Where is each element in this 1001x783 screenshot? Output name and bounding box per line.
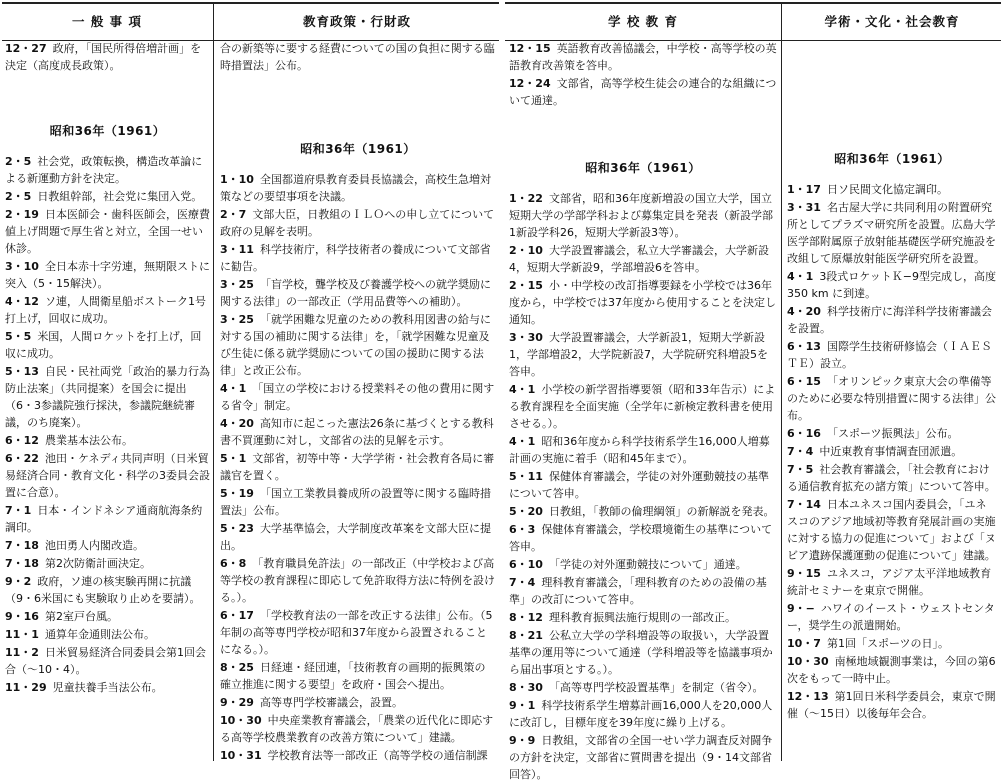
timeline-entry <box>5 40 210 74</box>
entry-date: 9・1 <box>509 699 536 712</box>
timeline-entry <box>220 311 496 379</box>
timeline-entry <box>220 694 496 711</box>
entry-date: 7・4 <box>509 576 536 589</box>
entry-date: 2・15 <box>509 279 543 292</box>
entry-date: 9・9 <box>509 734 536 747</box>
entry-date: 3・25 <box>220 313 254 326</box>
entry-text: 日本ユネスコ国内委員会，「ユネスコのアジア地域初等教育発展計画の実施に対する協力の促進について」および「ヌビア遺跡保護運動の促進について」建議。 <box>787 498 996 562</box>
entry-date: 3・10 <box>5 260 39 273</box>
entry-text: 「就学困難な児童のための教科用図書の給与に対する国の補助に関する法律」を，「就学困難な児童及び生徒に係る就学奨励についての国の援助に関する法律」と改正公布。 <box>220 313 491 377</box>
entry-text: 保健体育審議会，学徒の対外運動競技の基準について答申。 <box>509 470 769 500</box>
entry-text: 第2次防衛計画決定。 <box>44 557 151 570</box>
entry-date: 10・30 <box>787 655 829 668</box>
entry-text: 第2室戸台風。 <box>44 610 118 623</box>
entry-date: 11・29 <box>5 681 47 694</box>
entry-text: 池田勇人内閣改造。 <box>44 539 144 552</box>
entry-text: 全日本赤十字労連，無期限ストに突入（5・15解決）。 <box>5 260 210 290</box>
entry-date: 8・25 <box>220 661 254 674</box>
entry-date: 4・20 <box>220 417 254 430</box>
year-heading: 昭和36年（1961） <box>300 142 416 156</box>
entry-date: 2・19 <box>5 208 39 221</box>
entry-text: 科学技術庁，科学技術者の養成について文部省に勧告。 <box>220 243 491 273</box>
entry-text: 3段式ロケットＫ−9型完成し，高度 350 km に到達。 <box>787 270 996 300</box>
entry-text: 全国都道府県教育委員長協議会，高校生急増対策などの要望事項を決議。 <box>220 173 491 203</box>
timeline-entry <box>5 644 210 678</box>
entry-date: 6・13 <box>787 340 821 353</box>
entry-text: 小・中学校の改訂指導要録を小学校では36年度から，中学校では37年度から使用することを決定し通知。 <box>509 279 776 326</box>
timeline-entry <box>509 521 777 555</box>
timeline-entry <box>5 206 210 257</box>
timeline-entry <box>5 626 210 643</box>
header-culture: 学術・文化・社会教育 <box>824 14 960 29</box>
entry-text: 文部省，高等学校生徒会の連合的な組織について通達。 <box>509 77 777 107</box>
timeline-entry <box>220 206 496 240</box>
entry-text: ソ連，人間衛星船ボストーク1号打上げ，回収に成功。 <box>5 295 206 325</box>
column-divider <box>781 2 782 761</box>
timeline-entry <box>220 520 496 554</box>
entry-text: 政府，「国民所得倍増計画」を決定（高度成長政策）。 <box>5 42 202 72</box>
entry-text: 名古屋大学に共同利用の附置研究所としてプラズマ研究所を設置。広島大学医学部附属原子放射能基礎医学研究施設を改組して原爆放射能医学研究所を設置。 <box>787 201 996 265</box>
timeline-entry <box>509 503 777 520</box>
timeline-entry <box>509 556 777 573</box>
timeline-entry <box>787 600 997 634</box>
entry-date: 11・1 <box>5 628 39 641</box>
year-heading: 昭和36年（1961） <box>585 161 701 175</box>
timeline-entry <box>220 607 496 658</box>
entry-date: 9・15 <box>787 567 821 580</box>
entry-text: 池田・ケネディ共同声明（日米貿易経済合同・教育文化・科学の3委員会設置に合意）。 <box>5 452 210 499</box>
timeline-entry <box>509 277 777 328</box>
entry-text: 「オリンピック東京大会の準備等のために必要な特別措置に関する法律」公布。 <box>787 375 996 422</box>
entry-text: 「盲学校，聾学校及び養護学校への就学奨励に関する法律」の一部改正（学用品費等への補助）。 <box>220 278 491 308</box>
timeline-entry <box>220 659 496 693</box>
timeline-entry <box>509 697 777 731</box>
entry-date: 2・5 <box>5 190 32 203</box>
entry-text: 児童扶養手当法公布。 <box>52 681 163 694</box>
entry-date: 8・12 <box>509 611 543 624</box>
timeline-entry <box>5 432 210 449</box>
entry-text: 「学校教育法の一部を改正する法律」公布。（5年制の高等専門学校が昭和37年度から設置されることになる。）。 <box>220 609 493 656</box>
entry-date: 5・23 <box>220 522 254 535</box>
entry-text: 「高等専門学校設置基準」を制定（省令）。 <box>548 681 764 694</box>
entry-text: 国際学生技術研修協会（ＩＡＥＳＴＥ）設立。 <box>787 340 992 370</box>
timeline-entry <box>509 574 777 608</box>
entry-text: 日米貿易経済合同委員会第1回会合（〜10・4）。 <box>5 646 206 676</box>
entry-date: 6・3 <box>509 523 536 536</box>
entry-text: 日教組，文部省の全国一せい学力調査反対闘争の方針を決定，文部省に質問書を提出（9・14文部省回答）。 <box>509 734 773 781</box>
header-policy: 教育政策・行財政 <box>302 14 411 29</box>
entry-date: 7・14 <box>787 498 821 511</box>
entry-text: 中近東教育事情調査団派遣。 <box>819 445 963 458</box>
entry-date: 9・2 <box>5 575 32 588</box>
timeline-entry <box>509 242 777 276</box>
entry-text: 社会教育審議会，「社会教育における通信教育拡充の諸方策」について答申。 <box>787 463 996 493</box>
entry-date: 3・30 <box>509 331 543 344</box>
entry-text: 第1回「スポーツの日」。 <box>826 637 950 650</box>
timeline-entry <box>787 653 997 687</box>
entry-date: 4・20 <box>787 305 821 318</box>
timeline-entry <box>787 425 997 442</box>
entry-date: 7・1 <box>5 504 32 517</box>
header-school: 学 校 教 育 <box>607 14 679 29</box>
entry-text: 大学設置審議会，大学新設1，短期大学新設1，学部増設2，大学院新設7，大学院研究科増設5を答申。 <box>509 331 768 378</box>
entry-text: 米国，人間ロケットを打上げ，回収に成功。 <box>5 330 202 360</box>
entry-date: 6・17 <box>220 609 254 622</box>
timeline-entry <box>509 732 777 783</box>
timeline-entry <box>509 329 777 380</box>
timeline-entry <box>5 153 210 187</box>
column-policy <box>220 40 496 761</box>
entry-text: 日本・インドネシア通商航海条約調印。 <box>5 504 203 534</box>
entry-text: 小学校の新学習指導要領（昭和33年告示）による教育課程を全面実施（全学年に新検定教科書を使用させる。）。 <box>509 383 776 430</box>
entry-date: 6・16 <box>787 427 821 440</box>
entry-text: 通算年金通則法公布。 <box>44 628 155 641</box>
entry-text: 「スポーツ振興法」公布。 <box>826 427 959 440</box>
entry-text: 大学設置審議会，私立大学審議会，大学新設4，短期大学新設9，学部増設6を答申。 <box>509 244 769 274</box>
timeline-entry <box>787 443 997 460</box>
entry-date: 5・5 <box>5 330 32 343</box>
entry-date: 10・7 <box>787 637 821 650</box>
timeline-entry <box>5 363 210 431</box>
entry-date: 2・5 <box>5 155 32 168</box>
timeline-entry <box>787 688 997 722</box>
entry-date: 6・8 <box>220 557 247 570</box>
timeline-entry <box>220 276 496 310</box>
timeline-entry <box>787 268 997 302</box>
column-school <box>509 40 777 781</box>
entry-text: 昭和36年度から科学技術系学生16,000人増募計画の実施に着手（昭和45年まで）。 <box>509 435 770 465</box>
timeline-entry <box>509 190 777 241</box>
entry-date: 2・7 <box>220 208 247 221</box>
entry-date: 6・22 <box>5 452 39 465</box>
entry-text: 日教組，「教師の倫理綱領」の新解説を発表。 <box>548 505 775 518</box>
entry-date: 12・24 <box>509 77 551 90</box>
timeline-entry <box>787 303 997 337</box>
entry-date: 6・15 <box>787 375 821 388</box>
entry-text: 合の新築等に要する経費についての国の負担に関する臨時措置法」公布。 <box>220 42 495 72</box>
entry-date: 9・16 <box>5 610 39 623</box>
timeline-entry <box>5 188 210 205</box>
entry-text: 日本医師会・歯科医師会，医療費値上げ問題で厚生省と対立，全国一せい休診。 <box>5 208 210 255</box>
year-heading: 昭和36年（1961） <box>834 152 950 166</box>
entry-date: 4・1 <box>220 382 247 395</box>
timeline-entry <box>509 381 777 432</box>
entry-date: 5・11 <box>509 470 543 483</box>
entry-date: 3・31 <box>787 201 821 214</box>
timeline-entry <box>5 679 210 696</box>
entry-date: 9・29 <box>220 696 254 709</box>
timeline-entry <box>787 565 997 599</box>
entry-text: 日ソ民間文化協定調印。 <box>826 183 948 196</box>
entry-date: 6・12 <box>5 434 39 447</box>
entry-text: 第1回日米科学委員会，東京で開催（〜15日）以後毎年会合。 <box>787 690 996 720</box>
entry-text: 日教組幹部，社会党に集団入党。 <box>37 190 203 203</box>
entry-text: 「国立工業教員養成所の設置等に関する臨時措置法」公布。 <box>220 487 491 517</box>
timeline-entry <box>509 609 777 626</box>
timeline-entry <box>220 241 496 275</box>
entry-date: 3・25 <box>220 278 254 291</box>
timeline-entry <box>5 502 210 536</box>
entry-date: 12・15 <box>509 42 551 55</box>
entry-text: 大学基準協会，大学制度改革案を文部大臣に提出。 <box>220 522 491 552</box>
entry-date: 8・30 <box>509 681 543 694</box>
entry-text: 英語教育改善協議会，中学校・高等学校の英語教育改善策を答申。 <box>509 42 777 72</box>
entry-text: 文部大臣，日教組のＩＬＯへの申し立てについて政府の見解を表明。 <box>220 208 495 238</box>
entry-date: 7・18 <box>5 557 39 570</box>
entry-date: 8・21 <box>509 629 543 642</box>
entry-date: 1・22 <box>509 192 543 205</box>
entry-text: 高知市に起こった憲法26条に基づくとする教科書不買運動に対し，文部省の法的見解を示す。 <box>220 417 494 447</box>
timeline-entry <box>509 40 777 74</box>
entry-text: 中央産業教育審議会，「農業の近代化に即応する高等学校農業教育の改善方策について」建議。 <box>220 714 494 744</box>
entry-date: 2・10 <box>509 244 543 257</box>
entry-text: 学校教育法等一部改正（高等学校の通信制課 <box>267 749 488 762</box>
entry-date: 5・19 <box>220 487 254 500</box>
entry-date: 6・10 <box>509 558 543 571</box>
entry-text: 社会党，政策転換，構造改革論による新運動方針を決定。 <box>5 155 203 185</box>
timeline-entry <box>5 537 210 554</box>
entry-date: 4・1 <box>509 383 536 396</box>
entry-text: 科学技術庁に海洋科学技術審議会を設置。 <box>787 305 992 335</box>
entry-date: 10・30 <box>220 714 262 727</box>
entry-text: 政府，ソ連の核実験再開に抗議（9・6米国にも実験取り止めを要請）。 <box>5 575 201 605</box>
timeline-entry <box>5 450 210 501</box>
entry-text: 「教育職員免許法」の一部改正（中学校および高等学校の教育課程に即応して免許取得方法に特例を設ける。）。 <box>220 557 495 604</box>
timeline-entry <box>509 627 777 678</box>
entry-text: 理科教育振興法施行規則の一部改正。 <box>548 611 736 624</box>
entry-date: 5・13 <box>5 365 39 378</box>
entry-text: 南極地域観測事業は，今回の第6次をもって一時中止。 <box>787 655 996 685</box>
entry-text: 公私立大学の学科増設等の取扱い，大学設置基準の運用等について通達（学科増設等を協議事項から届出事項とする。）。 <box>509 629 773 676</box>
timeline-entry <box>220 555 496 606</box>
timeline-entry <box>220 415 496 449</box>
timeline-entry <box>787 199 997 267</box>
timeline-entry <box>787 496 997 564</box>
timeline-entry <box>5 293 210 327</box>
entry-date: 5・1 <box>220 452 247 465</box>
entry-text: 理科教育審議会，「理科教育のための設備の基準」の改訂について答申。 <box>509 576 767 606</box>
timeline-entry <box>220 40 496 74</box>
entry-text: ユネスコ，アジア太平洋地域教育統計セミナーを東京で開催。 <box>787 567 992 597</box>
entry-date: 10・31 <box>220 749 262 762</box>
timeline-entry <box>787 461 997 495</box>
timeline-entry <box>5 608 210 625</box>
header-general: 一 般 事 項 <box>71 14 143 29</box>
entry-date: 3・11 <box>220 243 254 256</box>
entry-date: 7・18 <box>5 539 39 552</box>
entry-date: 5・20 <box>509 505 543 518</box>
timeline-entry <box>220 171 496 205</box>
entry-date: 9・− <box>787 602 815 615</box>
timeline-entry <box>509 75 777 109</box>
timeline-entry <box>5 258 210 292</box>
entry-date: 4・1 <box>787 270 814 283</box>
timeline-entry <box>509 468 777 502</box>
timeline-entry <box>220 712 496 746</box>
entry-text: 保健体育審議会，学校環境衛生の基準について答申。 <box>509 523 773 553</box>
timeline-entry <box>787 181 997 198</box>
timeline-entry <box>509 679 777 696</box>
entry-text: 高等専門学校審議会，設置。 <box>259 696 403 709</box>
entry-text: 文部省，初等中等・大学学術・社会教育各局に審議官を置く。 <box>220 452 495 482</box>
entry-text: 科学技術系学生増募計画16,000人を20,000人に改訂し，目標年度を39年度に繰り上げる。 <box>509 699 773 729</box>
entry-date: 11・2 <box>5 646 39 659</box>
timeline-entry <box>5 328 210 362</box>
entry-date: 12・27 <box>5 42 47 55</box>
entry-text: 農業基本法公布。 <box>44 434 133 447</box>
timeline-entry <box>5 573 210 607</box>
entry-text: 「学徒の対外運動競技について」通達。 <box>548 558 747 571</box>
entry-date: 1・10 <box>220 173 254 186</box>
entry-date: 7・4 <box>787 445 814 458</box>
timeline-entry <box>220 450 496 484</box>
entry-date: 12・13 <box>787 690 829 703</box>
column-culture <box>787 40 997 761</box>
column-divider <box>213 2 214 761</box>
entry-text: 日経連・経団連，「技術教育の画期的振興策の確立推進に関する要望」を政府・国会へ提出。 <box>220 661 486 691</box>
timeline-entry <box>787 338 997 372</box>
entry-date: 1・17 <box>787 183 821 196</box>
year-heading: 昭和36年（1961） <box>49 124 166 138</box>
entry-date: 7・5 <box>787 463 814 476</box>
entry-date: 4・1 <box>509 435 536 448</box>
entry-date: 4・12 <box>5 295 39 308</box>
entry-text: 自民・民社両党「政治的暴力行為防止法案」（共同提案）を国会に提出（6・3参議院強行採決，参議院継続審議，のち廃案）。 <box>5 365 210 429</box>
timeline-entry <box>220 747 496 764</box>
entry-text: 文部省，昭和36年度新増設の国立大学，国立短期大学の学部学科および募集定員を発表（新設学部1新設学科26，短期大学新設3等）。 <box>509 192 773 239</box>
timeline-entry <box>787 373 997 424</box>
timeline-entry <box>787 635 997 652</box>
entry-text: ハワイのイースト・ウェストセンター，奨学生の派遣開始。 <box>787 602 995 632</box>
timeline-entry <box>220 485 496 519</box>
column-general <box>5 40 210 761</box>
timeline-entry <box>5 555 210 572</box>
timeline-entry <box>509 433 777 467</box>
entry-text: 「国立の学校における授業料その他の費用に関する省令」制定。 <box>220 382 495 412</box>
timeline-entry <box>220 380 496 414</box>
